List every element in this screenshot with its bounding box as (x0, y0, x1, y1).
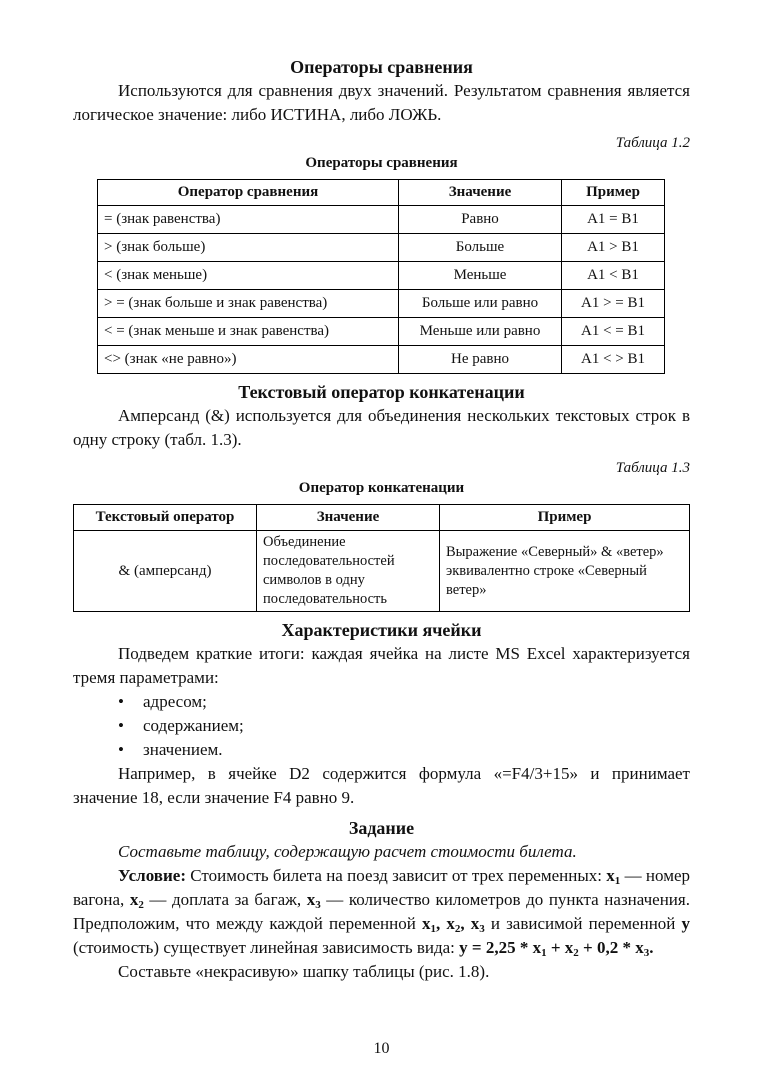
table-row (98, 262, 665, 290)
cell-meaning: Больше (399, 234, 562, 262)
heading-task: Задание (348, 818, 415, 838)
list-item: • значением. (73, 738, 690, 762)
table-1-2-label: Таблица 1.2 (615, 135, 690, 151)
paragraph-example: Например, в ячейке D2 содержится формула «=F4/3+15» и принимает значение 18, если значение F4 равно 9. (73, 764, 690, 807)
parameters-list (73, 690, 690, 762)
bullet-icon: • (118, 740, 124, 759)
cell-example: A1 < B1 (562, 262, 665, 290)
cell-example: A1 < > B1 (562, 346, 665, 374)
task-instruction: Составьте таблицу, содержащую расчет стоимости билета. (118, 842, 577, 861)
table-header-row (98, 180, 665, 206)
cell-meaning: Равно (399, 206, 562, 234)
cell-meaning: Меньше (399, 262, 562, 290)
page-content (73, 55, 690, 984)
list-item: • содержанием; (73, 714, 690, 738)
header-example: Пример (562, 180, 665, 206)
cell-meaning: Не равно (399, 346, 562, 374)
formula: $y = 2,25 * x_1 + x_2 + 0,2 * x_3$. (459, 938, 654, 959)
table-row (98, 318, 665, 346)
heading-cell-characteristics: Характеристики ячейки (281, 620, 482, 640)
paragraph-summary: Подведем краткие итоги: каждая ячейка на листе MS Excel характеризуется тремя параметрами: (73, 644, 690, 687)
header-text-operator: Текстовый оператор (74, 505, 257, 531)
table-row (98, 206, 665, 234)
cell-operator: = (знак равенства) (98, 206, 399, 234)
header-meaning: Значение (257, 505, 440, 531)
cell-meaning: Меньше или равно (399, 318, 562, 346)
cell-example: A1 < = B1 (562, 318, 665, 346)
table-header-row (74, 505, 690, 531)
header-example: Пример (440, 505, 690, 531)
heading-comparison-operators: Операторы сравнения (290, 57, 473, 77)
cell-operator: > (знак больше) (98, 234, 399, 262)
table-row (98, 346, 665, 374)
table-1-2-title: Операторы сравнения (305, 155, 458, 171)
table-row (98, 290, 665, 318)
cell-operator: < = (знак меньше и знак равенства) (98, 318, 399, 346)
table-row (98, 234, 665, 262)
list-item: • адресом; (73, 690, 690, 714)
cell-meaning: Больше или равно (399, 290, 562, 318)
cell-meaning: Объединение последовательностей символов в одну последовательность (257, 531, 440, 612)
header-meaning: Значение (399, 180, 562, 206)
paragraph-ampersand: Амперсанд (&) используется для объединения нескольких текстовых строк в одну строку (табл. 1.3). (73, 406, 690, 449)
table-row (74, 531, 690, 612)
cell-operator: <> (знак «не равно») (98, 346, 399, 374)
table-1-3-label: Таблица 1.3 (615, 460, 690, 476)
concatenation-table (73, 504, 690, 612)
task-last-instruction: Составьте «некрасивую» шапку таблицы (рис. 1.8). (118, 962, 490, 981)
header-operator: Оператор сравнения (98, 180, 399, 206)
heading-concatenation: Текстовый оператор конкатенации (238, 382, 525, 402)
comparison-operators-table (97, 179, 665, 374)
paragraph-comparison: Используются для сравнения двух значений. Результатом сравнения является логическое значение: либо ИСТИНА, либо ЛОЖЬ. (73, 81, 690, 124)
cell-example: A1 > = B1 (562, 290, 665, 318)
task-condition: Условие: Стоимость билета на поезд зависит от трех переменных: $x_1$ — номер вагона, $x_2$ — доплата за багаж, $x_3$ — количество километров до пункта назначения. Предположим, что между каждой переменной $x_1$, $x_2$, $x_3$ и зависимой переменной y (стоимость) существует линейная зависимость вида: $y = 2,25 * x_1 + x_2 + 0,2 * x_3$. (73, 866, 691, 959)
cell-operator: & (амперсанд) (74, 531, 257, 612)
bullet-icon: • (118, 716, 124, 735)
bullet-icon: • (118, 692, 124, 711)
page-number: 10 (373, 1040, 390, 1057)
cell-example: A1 = B1 (562, 206, 665, 234)
cell-operator: > = (знак больше и знак равенства) (98, 290, 399, 318)
cell-operator: < (знак меньше) (98, 262, 399, 290)
cell-example: A1 > B1 (562, 234, 665, 262)
cell-example: Выражение «Северный» & «ветер» эквивалентно строке «Северный ветер» (440, 531, 690, 612)
table-1-3-title: Оператор конкатенации (298, 480, 465, 496)
